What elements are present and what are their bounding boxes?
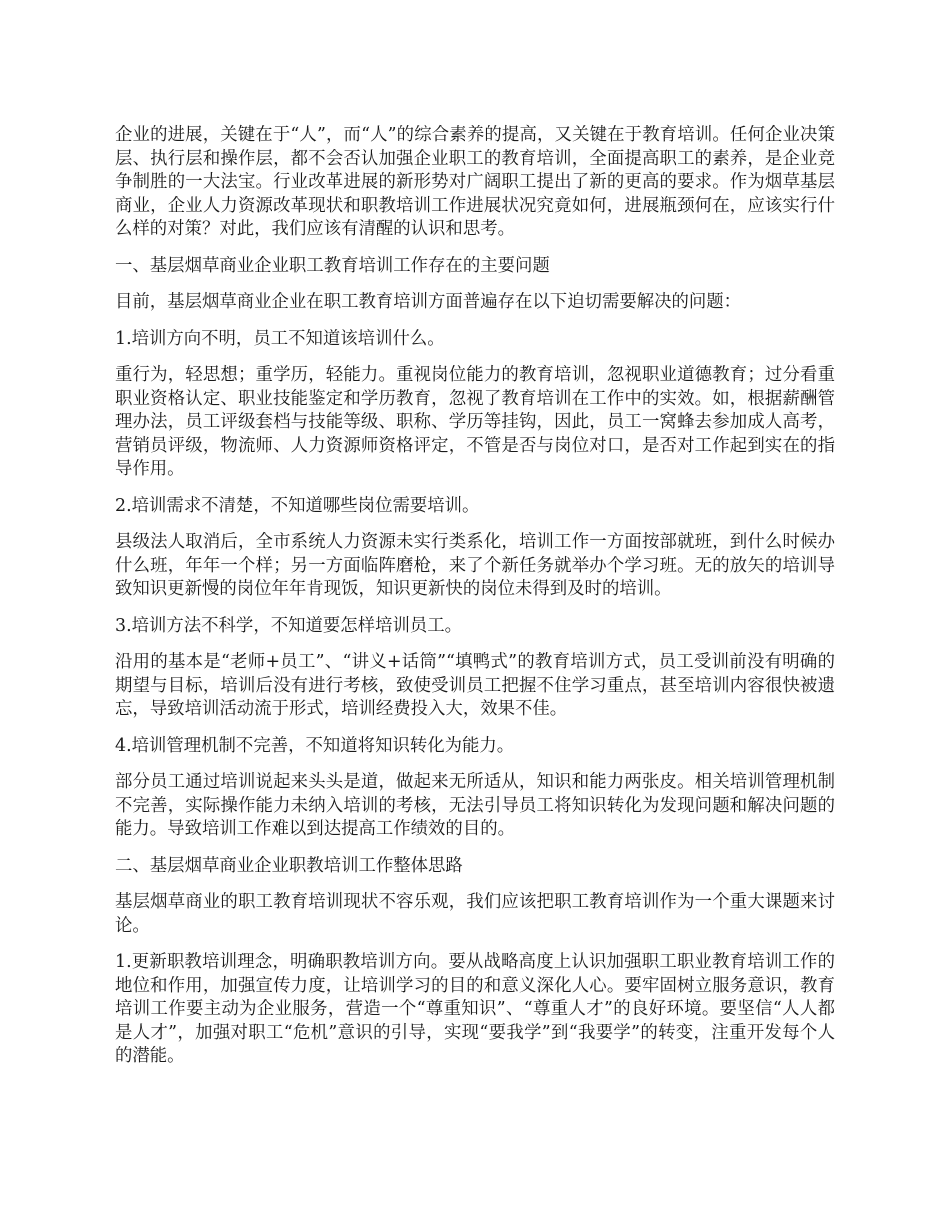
- section-2-intro-paragraph: 基层烟草商业的职工教育培训现状不容乐观，我们应该把职工教育培训作为一个重大课题来讨论。: [115, 892, 835, 936]
- subheading-4-paragraph: 部分员工通过培训说起来头头是道，做起来无所适从，知识和能力两张皮。相关培训管理机制不完善，实际操作能力未纳入培训的考核，无法引导员工将知识转化为发现问题和解决问题的能力。导致培训工作难以到达提高工作绩效的目的。: [115, 772, 835, 839]
- intro-paragraph: 企业的进展，关键在于“人”，而“人”的综合素养的提高，又关键在于教育培训。任何企业决策层、执行层和操作层，都不会否认加强企业职工的教育培训，全面提高职工的素养，是企业竞争制胜的一大法宝。行业改革进展的新形势对广阔职工提出了新的更高的要求。作为烟草基层商业，企业人力资源改革现状和职教培训工作进展状况究竟如何，进展瓶颈何在，应该实行什么样的对策？对此，我们应该有清醒的认识和思考。: [115, 125, 835, 239]
- subheading-1-paragraph: 重行为，轻思想；重学历，轻能力。重视岗位能力的教育培训，忽视职业道德教育；过分看重职业资格认定、职业技能鉴定和学历教育，忽视了教育培训在工作中的实效。如，根据薪酬管理办法，员工评级套档与技能等级、职称、学历等挂钩，因此，员工一窝蜂去参加成人高考，营销员评级，物流师、人力资源师资格评定，不管是否与岗位对口，是否对工作起到实在的指导作用。: [115, 365, 835, 479]
- document-body: [115, 124, 835, 1082]
- section-heading-2: 二、基层烟草商业企业职教培训工作整体思路: [115, 855, 463, 876]
- section-1-intro-paragraph: 目前，基层烟草商业企业在职工教育培训方面普遍存在以下迫切需要解决的问题：: [115, 292, 742, 312]
- subheading-4: 4.培训管理机制不完善，不知道将知识转化为能力。: [115, 735, 515, 756]
- subheading-2: 2.培训需求不清楚，不知道哪些岗位需要培训。: [115, 495, 480, 516]
- subheading-2-paragraph: 县级法人取消后，全市系统人力资源未实行类系化，培训工作一方面按部就班，到什么时候办什么班，年年一个样；另一方面临阵磨枪，来了个新任务就举办个学习班。无的放矢的培训导致知识更新慢的岗位年年肯现饭，知识更新快的岗位未得到及时的培训。: [115, 532, 835, 599]
- subheading-3-paragraph: 沿用的基本是“老师+员工”、“讲义+话筒”“填鸭式”的教育培训方式，员工受训前没有明确的期望与目标，培训后没有进行考核，致使受训员工把握不住学习重点，甚至培训内容很快被遗忘，导致培训活动流于形式，培训经费投入大，效果不佳。: [115, 652, 835, 719]
- section-2-point-1-paragraph: 1.更新职教培训理念，明确职教培训方向。要从战略高度上认识加强职工职业教育培训工作的地位和作用，加强宣传力度，让培训学习的目的和意义深化人心。要牢固树立服务意识，教育培训工作要主动为企业服务，营造一个“尊重知识”、“尊重人才”的良好环境。要坚信“人人都是人才”，加强对职工“危机”意识的引导，实现“要我学”到“我要学”的转变，注重开发每个人的潜能。: [115, 952, 835, 1066]
- subheading-3: 3.培训方法不科学，不知道要怎样培训员工。: [115, 615, 463, 636]
- section-heading-1: 一、基层烟草商业企业职工教育培训工作存在的主要问题: [115, 255, 550, 276]
- subheading-1: 1.培训方向不明，员工不知道该培训什么。: [115, 328, 445, 349]
